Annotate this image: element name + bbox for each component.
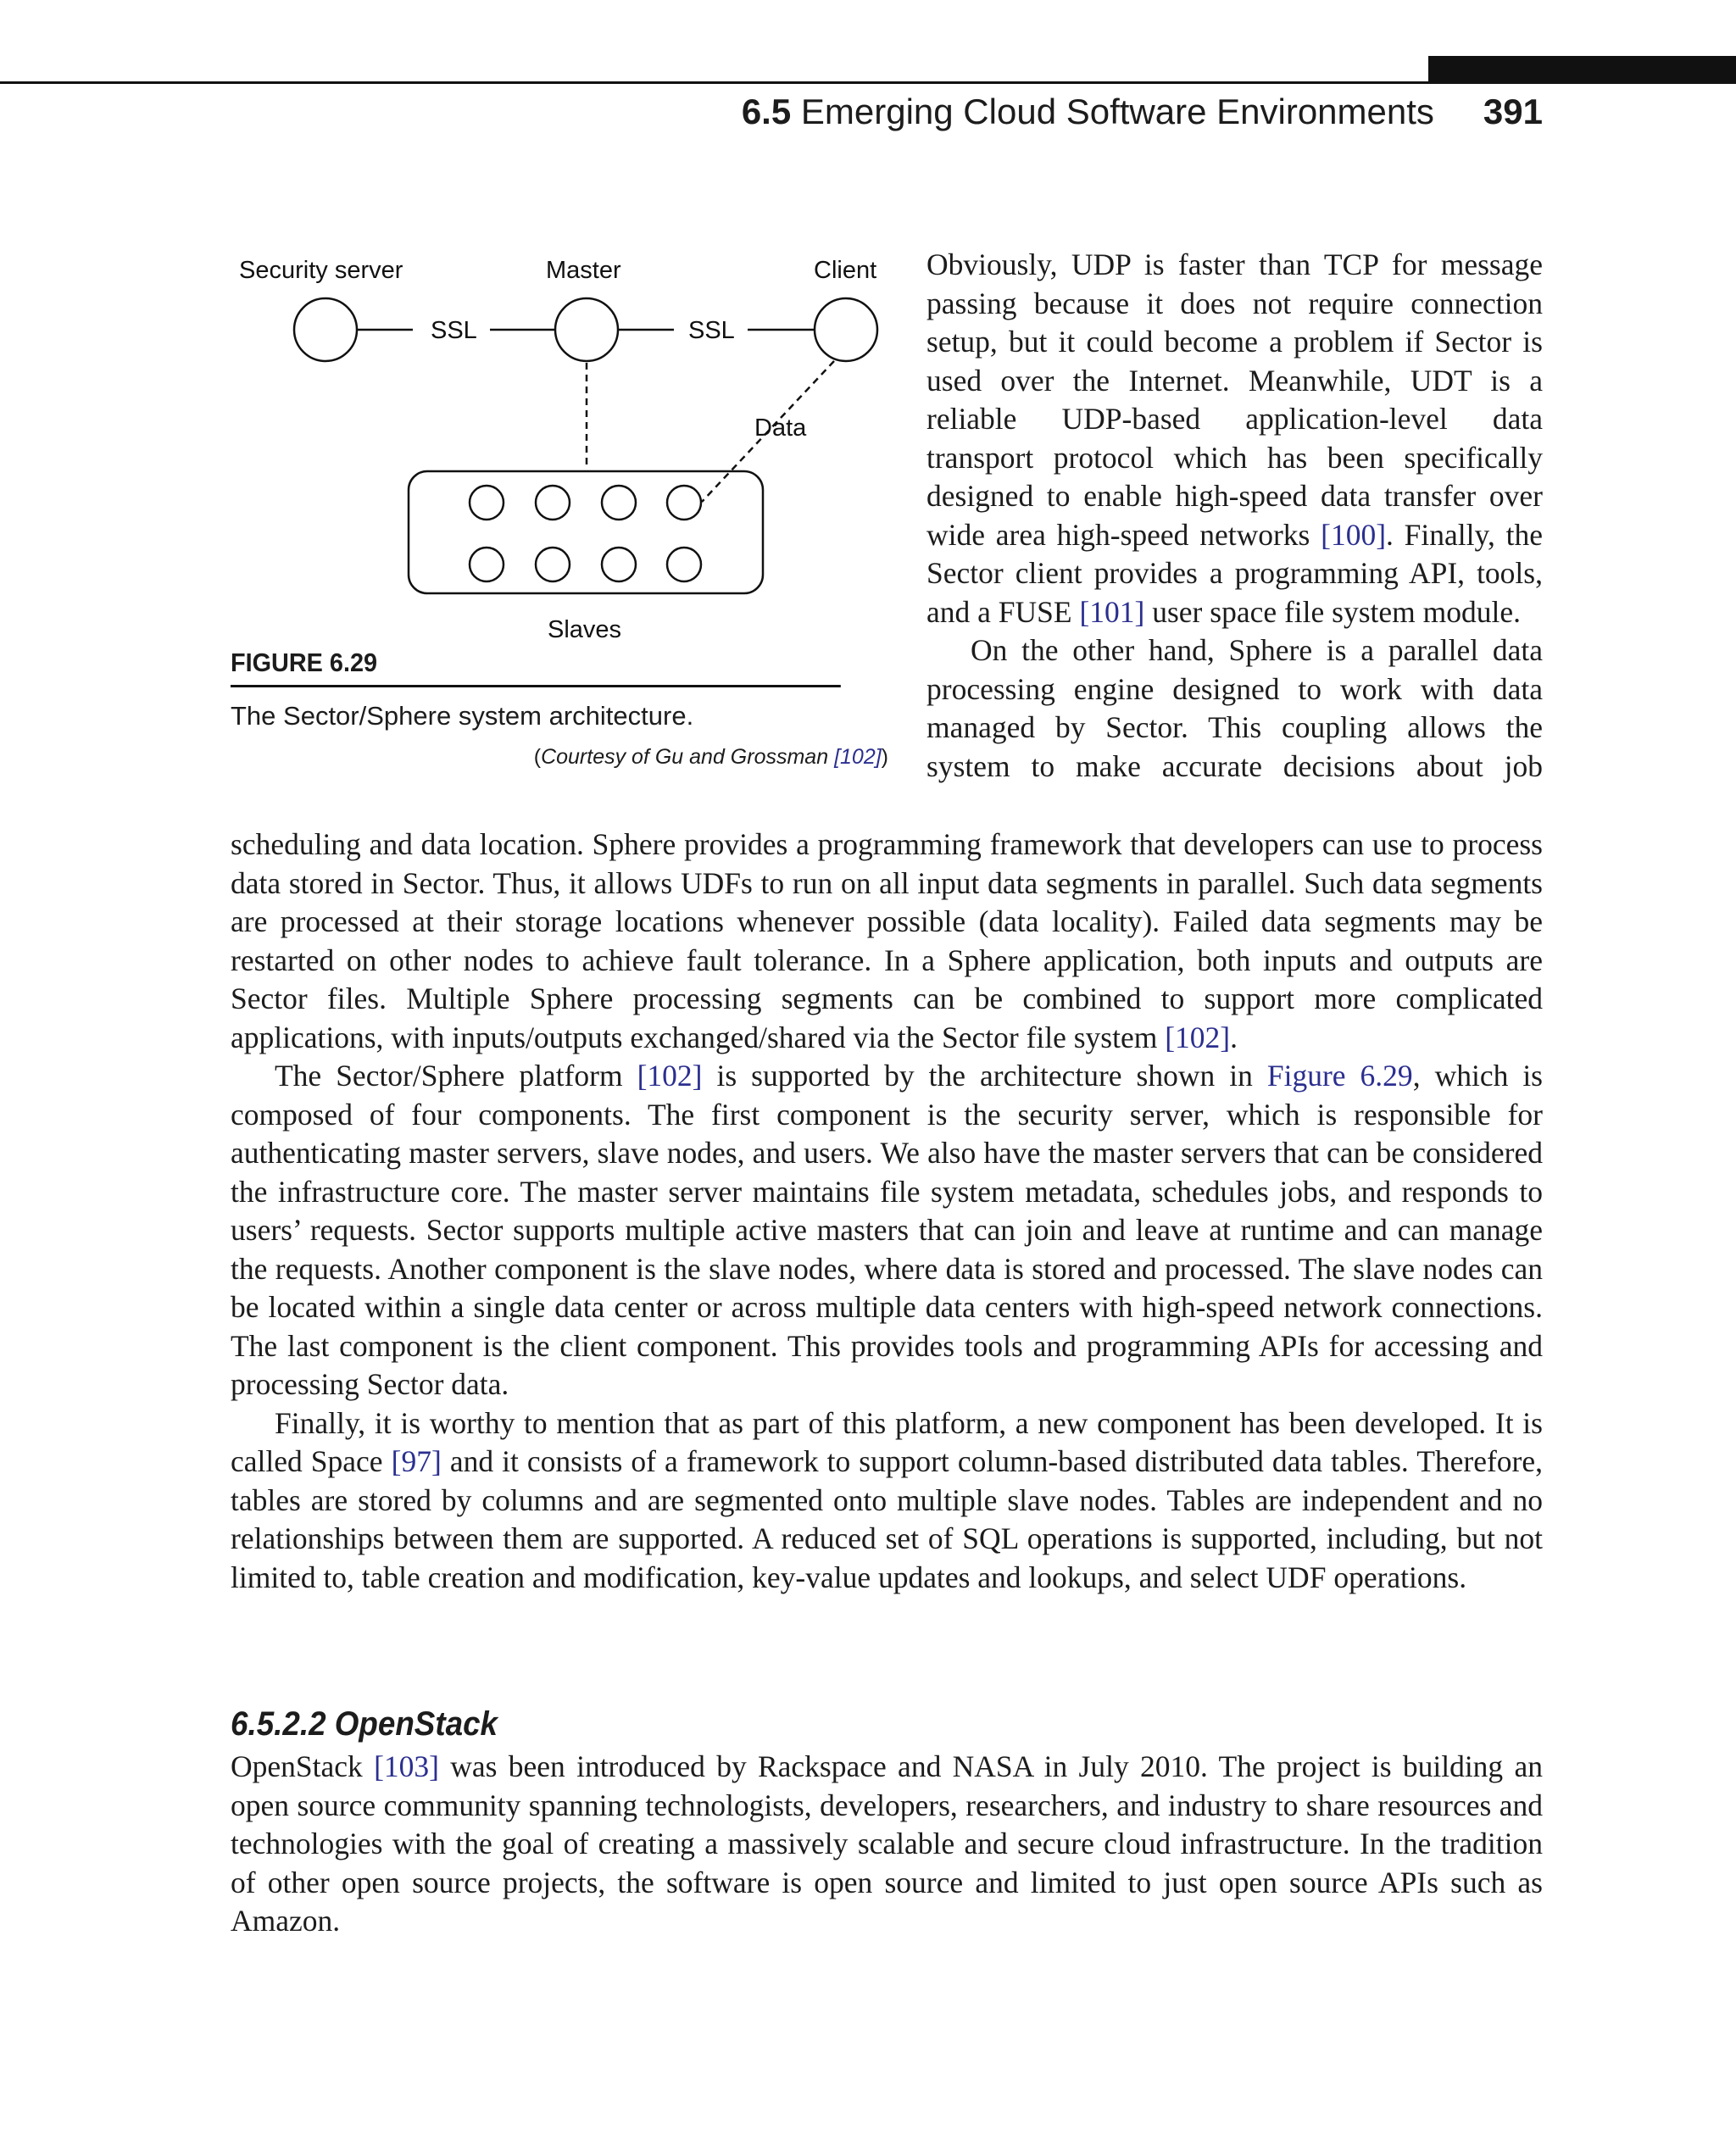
subsection-title: 6.5.2.2 OpenStack <box>231 1705 498 1743</box>
architecture-diagram <box>231 246 888 644</box>
client-label: Client <box>814 257 877 284</box>
slave-node <box>667 548 701 581</box>
paragraph-sphere-start: On the other hand, Sphere is a parallel data processing engine designed to work with data managed by Sector. This coupling allows the system to make accurate decisions about job <box>926 633 1543 783</box>
paragraph-platform <box>231 1057 1543 1404</box>
header-bar <box>1428 56 1736 81</box>
running-head <box>0 92 1543 132</box>
p4-a: Finally, it is worthy to mention that as part of this platform, a new component has been developed. It is called Space <box>231 1405 1543 1478</box>
ref-101[interactable]: [101] <box>1079 594 1145 629</box>
figure-6-29-link[interactable]: Figure 6.29 <box>1266 1059 1413 1093</box>
master-node <box>555 298 618 361</box>
p2-cont: scheduling and data location. Sphere provides a programming framework that developers can use to process data stored in Sector. Thus, it allows UDFs to run on all input data segments in parallel. Such data segments are processed at their storage locations whenever possible (data locality). Failed data segments may be restarted on other nodes to achieve fault tolerance. In a Sphere application, both inputs and outputs are Sector files. Multiple Sphere processing segments can be combined to support more complicated applications, with inputs/outputs exchanged/shared via the Sector file system <box>231 827 1543 1054</box>
paragraph-space <box>231 1404 1543 1598</box>
p1-mid: . Finally, the Sector client provides a programming API, tools, and a FUSE <box>926 517 1543 629</box>
ref-102[interactable]: [102] <box>1165 1020 1231 1054</box>
ref-102[interactable]: [102] <box>637 1059 703 1093</box>
paragraph-sphere-cont <box>231 826 1543 1057</box>
openstack-b: was been introduced by Rackspace and NASA in July 2010. The project is building an open source community spanning technologists, developers, researchers, and industry to share resources and technologies with the goal of creating a massively scalable and secure cloud infrastructure. In the tradition of other open source projects, the software is open source and limited to just open source APIs such as Amazon. <box>231 1749 1543 1938</box>
section-title: Emerging Cloud Software Environments <box>800 92 1434 131</box>
master-label: Master <box>546 257 621 284</box>
section-number: 6.5 <box>741 92 792 131</box>
data-label: Data <box>754 414 807 442</box>
p1-end: user space file system module. <box>1144 594 1521 629</box>
slaves-label: Slaves <box>548 616 622 643</box>
ssl-label-2: SSL <box>688 317 735 344</box>
credit-ref[interactable]: [102] <box>834 745 882 769</box>
slave-node <box>667 486 701 520</box>
credit-paren-close: ) <box>881 745 888 769</box>
header-rule <box>0 81 1736 84</box>
page-number: 391 <box>1483 92 1543 131</box>
slave-node <box>470 548 504 581</box>
p1-text: Obviously, UDP is faster than TCP for message passing because it does not require connection setup, but it could become a problem if Sector is used over the Internet. Meanwhile, UDT is a reliable UDP-based application-level data transport protocol which has been specifically designed to enable high-speed data transfer over wide area high-speed networks <box>926 247 1543 552</box>
security-server-node <box>294 298 357 361</box>
ref-100[interactable]: [100] <box>1321 517 1387 552</box>
ref-103[interactable]: [103] <box>374 1749 439 1783</box>
p3-a: The Sector/Sphere platform <box>275 1059 637 1093</box>
ref-97[interactable]: [97] <box>391 1444 442 1478</box>
p3-b: is supported by the architecture shown in <box>702 1059 1267 1093</box>
figure-label: FIGURE 6.29 <box>231 648 841 687</box>
credit-paren-open: ( <box>533 745 542 769</box>
p4-b: and it consists of a framework to support column-based distributed data tables. Therefore, tables are stored by columns and are segmented onto multiple slave nodes. Tables are independent and no relationships between them are supported. A reduced set of SQL operations is supported, including, but not limited to, table creation and modification, key-value updates and lookups, and select UDF operations. <box>231 1444 1543 1594</box>
p2-end: . <box>1230 1020 1238 1054</box>
slave-node <box>470 486 504 520</box>
ssl-label-1: SSL <box>431 317 477 344</box>
security-server-label: Security server <box>239 257 403 284</box>
slave-node <box>602 548 636 581</box>
slaves-box <box>409 471 763 593</box>
paragraph-udp <box>926 246 1543 631</box>
main-column <box>231 826 1543 1597</box>
credit-text: Courtesy of Gu and Grossman <box>541 745 829 769</box>
figure-credit <box>231 745 888 770</box>
client-node <box>815 298 877 361</box>
p3-c: , which is composed of four components. The first component is the security server, which is responsible for authenticating master servers, slave nodes, and users. We also have the master servers that can be considered the infrastructure core. The master server maintains file system metadata, schedules jobs, and responds to users’ requests. Sector supports multiple active masters that can join and leave at runtime and can manage the requests. Another component is the slave nodes, where data is stored and processed. The slave nodes can be located within a single data center or across multiple data centers with high-speed network connections. The last component is the client component. This provides tools and programming APIs for accessing and processing Sector data. <box>231 1059 1543 1401</box>
paragraph-openstack <box>231 1748 1543 1941</box>
figure-6-29 <box>231 246 888 770</box>
slave-node <box>536 486 570 520</box>
side-column <box>926 246 1543 786</box>
slave-node <box>602 486 636 520</box>
figure-caption: The Sector/Sphere system architecture. <box>231 701 694 731</box>
openstack-a: OpenStack <box>231 1749 375 1783</box>
slave-node <box>536 548 570 581</box>
